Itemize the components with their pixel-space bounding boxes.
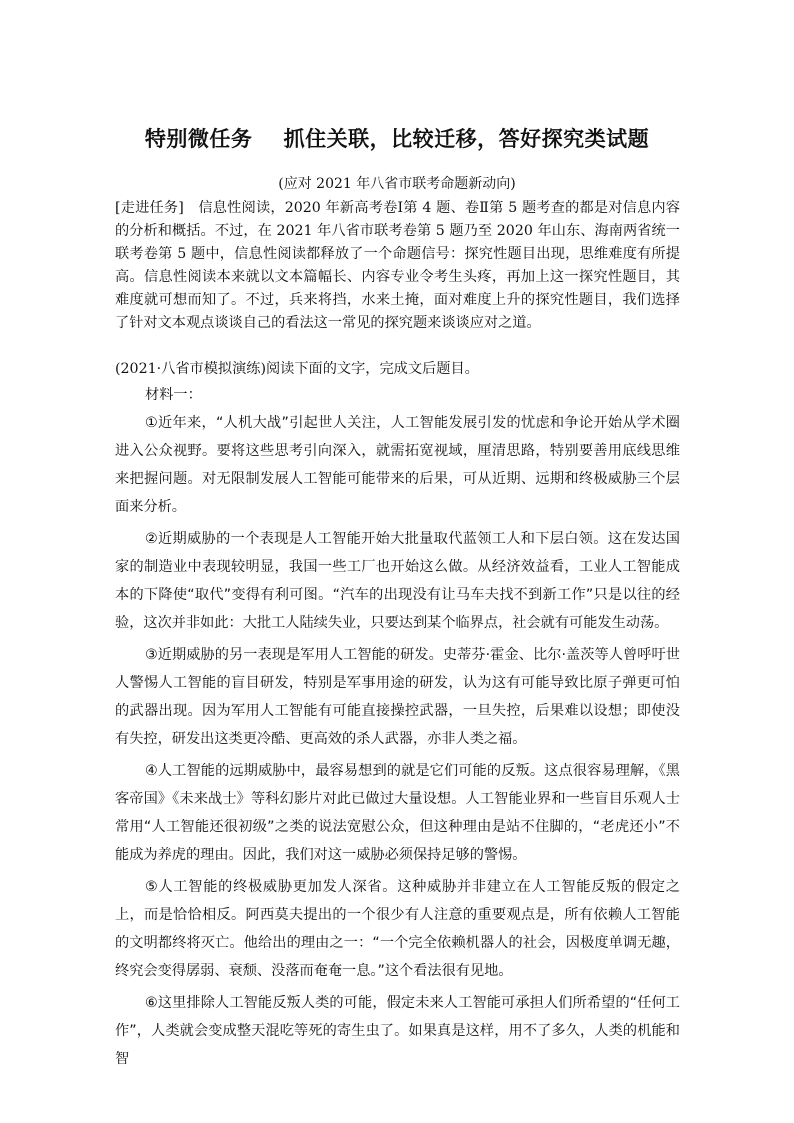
paragraph-6: ⑥这里排除人工智能反叛人类的可能，假定未来人工智能可承担人们所希望的“任何工作”，人类就会变成整天混吃等死的寄生虫了。如果真是这样，用不了多久，人类的机能和智 — [115, 995, 680, 1067]
paragraph-1: ①近年来，“人机大战”引起世人关注，人工智能发展引发的忧虑和争论开始从学术圈进入公众视野。要将这些思考引向深入，就需拓宽视域，厘清思路，特别要善用底线思维来把握问题。对无限制发展人工智能可能带来的后果，可从近期、远期和终极威胁三个层面来分析。 — [115, 415, 680, 515]
reading-material — [115, 381, 680, 1077]
intro-paragraph — [115, 197, 680, 335]
material-label: 材料一： — [145, 387, 202, 403]
intro-text: 信息性阅读，2020 年新高考卷Ⅰ第 4 题、卷Ⅱ第 5 题考查的都是对信息内容的分析和概括。不过，在 2021 年八省市联考卷第 5 题乃至 2020 年山东、海南两省统一联考卷第 5 题中，信息性阅读都释放了一个命题信号：探究性题目出现，思维难度有所提高。信息性阅读本来就以文本篇幅长、内容专业令考生头疼，再加上这一探究性题目，其难度就可想而知了。不过，兵来将挡，水来土掩，面对难度上升的探究性题目，我们选择了针对文本观点谈谈自己的看法这一常见的探究题来谈谈应对之道。 — [115, 200, 680, 331]
page-subtitle: (应对 2021 年八省市联考命题新动向) — [278, 176, 516, 192]
paragraph-2: ②近期威胁的一个表现是人工智能开始大批量取代蓝领工人和下层白领。这在发达国家的制造业中表现较明显，我国一些工厂也开始这么做。从经济效益看，工业人工智能成本的下降使“取代”变得有利可图。“汽车的出现没有让马车夫找不到新工作”只是以往的经验，这次并非如此：大批工人陆续失业，只要达到某个临界点，社会就有可能发生动荡。 — [115, 531, 680, 631]
intro-tag: [走进任务] — [115, 200, 184, 216]
paragraph-4: ④人工智能的远期威胁中，最容易想到的就是它们可能的反叛。这点很容易理解，《黑客帝国》《未来战士》等科幻影片对此已做过大量设想。人工智能业界和一些盲目乐观人士常用“人工智能还很初级”之类的说法宽慰公众，但这种理由是站不住脚的，“老虎还小”不能成为养虎的理由。因此，我们对这一威胁必须保持足够的警惕。 — [115, 763, 680, 863]
paragraph-5: ⑤人工智能的终极威胁更加发人深省。这种威胁并非建立在人工智能反叛的假定之上，而是恰恰相反。阿西莫夫提出的一个很少有人注意的重要观点是，所有依赖人工智能的文明都终将灭亡。他给出的理由之一：“一个完全依赖机器人的社会，因极度单调无趣，终究会变得孱弱、衰颓、没落而奄奄一息。”这个看法很有见地。 — [115, 879, 680, 979]
page-title: 特别微任务 抓住关联，比较迁移，答好探究类试题 — [144, 126, 650, 151]
question-prompt: (2021·八省市模拟演练)阅读下面的文字，完成文后题目。 — [115, 361, 479, 377]
paragraph-3: ③近期威胁的另一表现是军用人工智能的研发。史蒂芬·霍金、比尔·盖茨等人曾呼吁世人警惕人工智能的盲目研发，特别是军事用途的研发，认为这有可能导致比原子弹更可怕的武器出现。因为军用人工智能有可能直接操控武器，一旦失控，后果难以设想；即使没有失控，研发出这类更冷酷、更高效的杀人武器，亦非人类之福。 — [115, 647, 680, 747]
